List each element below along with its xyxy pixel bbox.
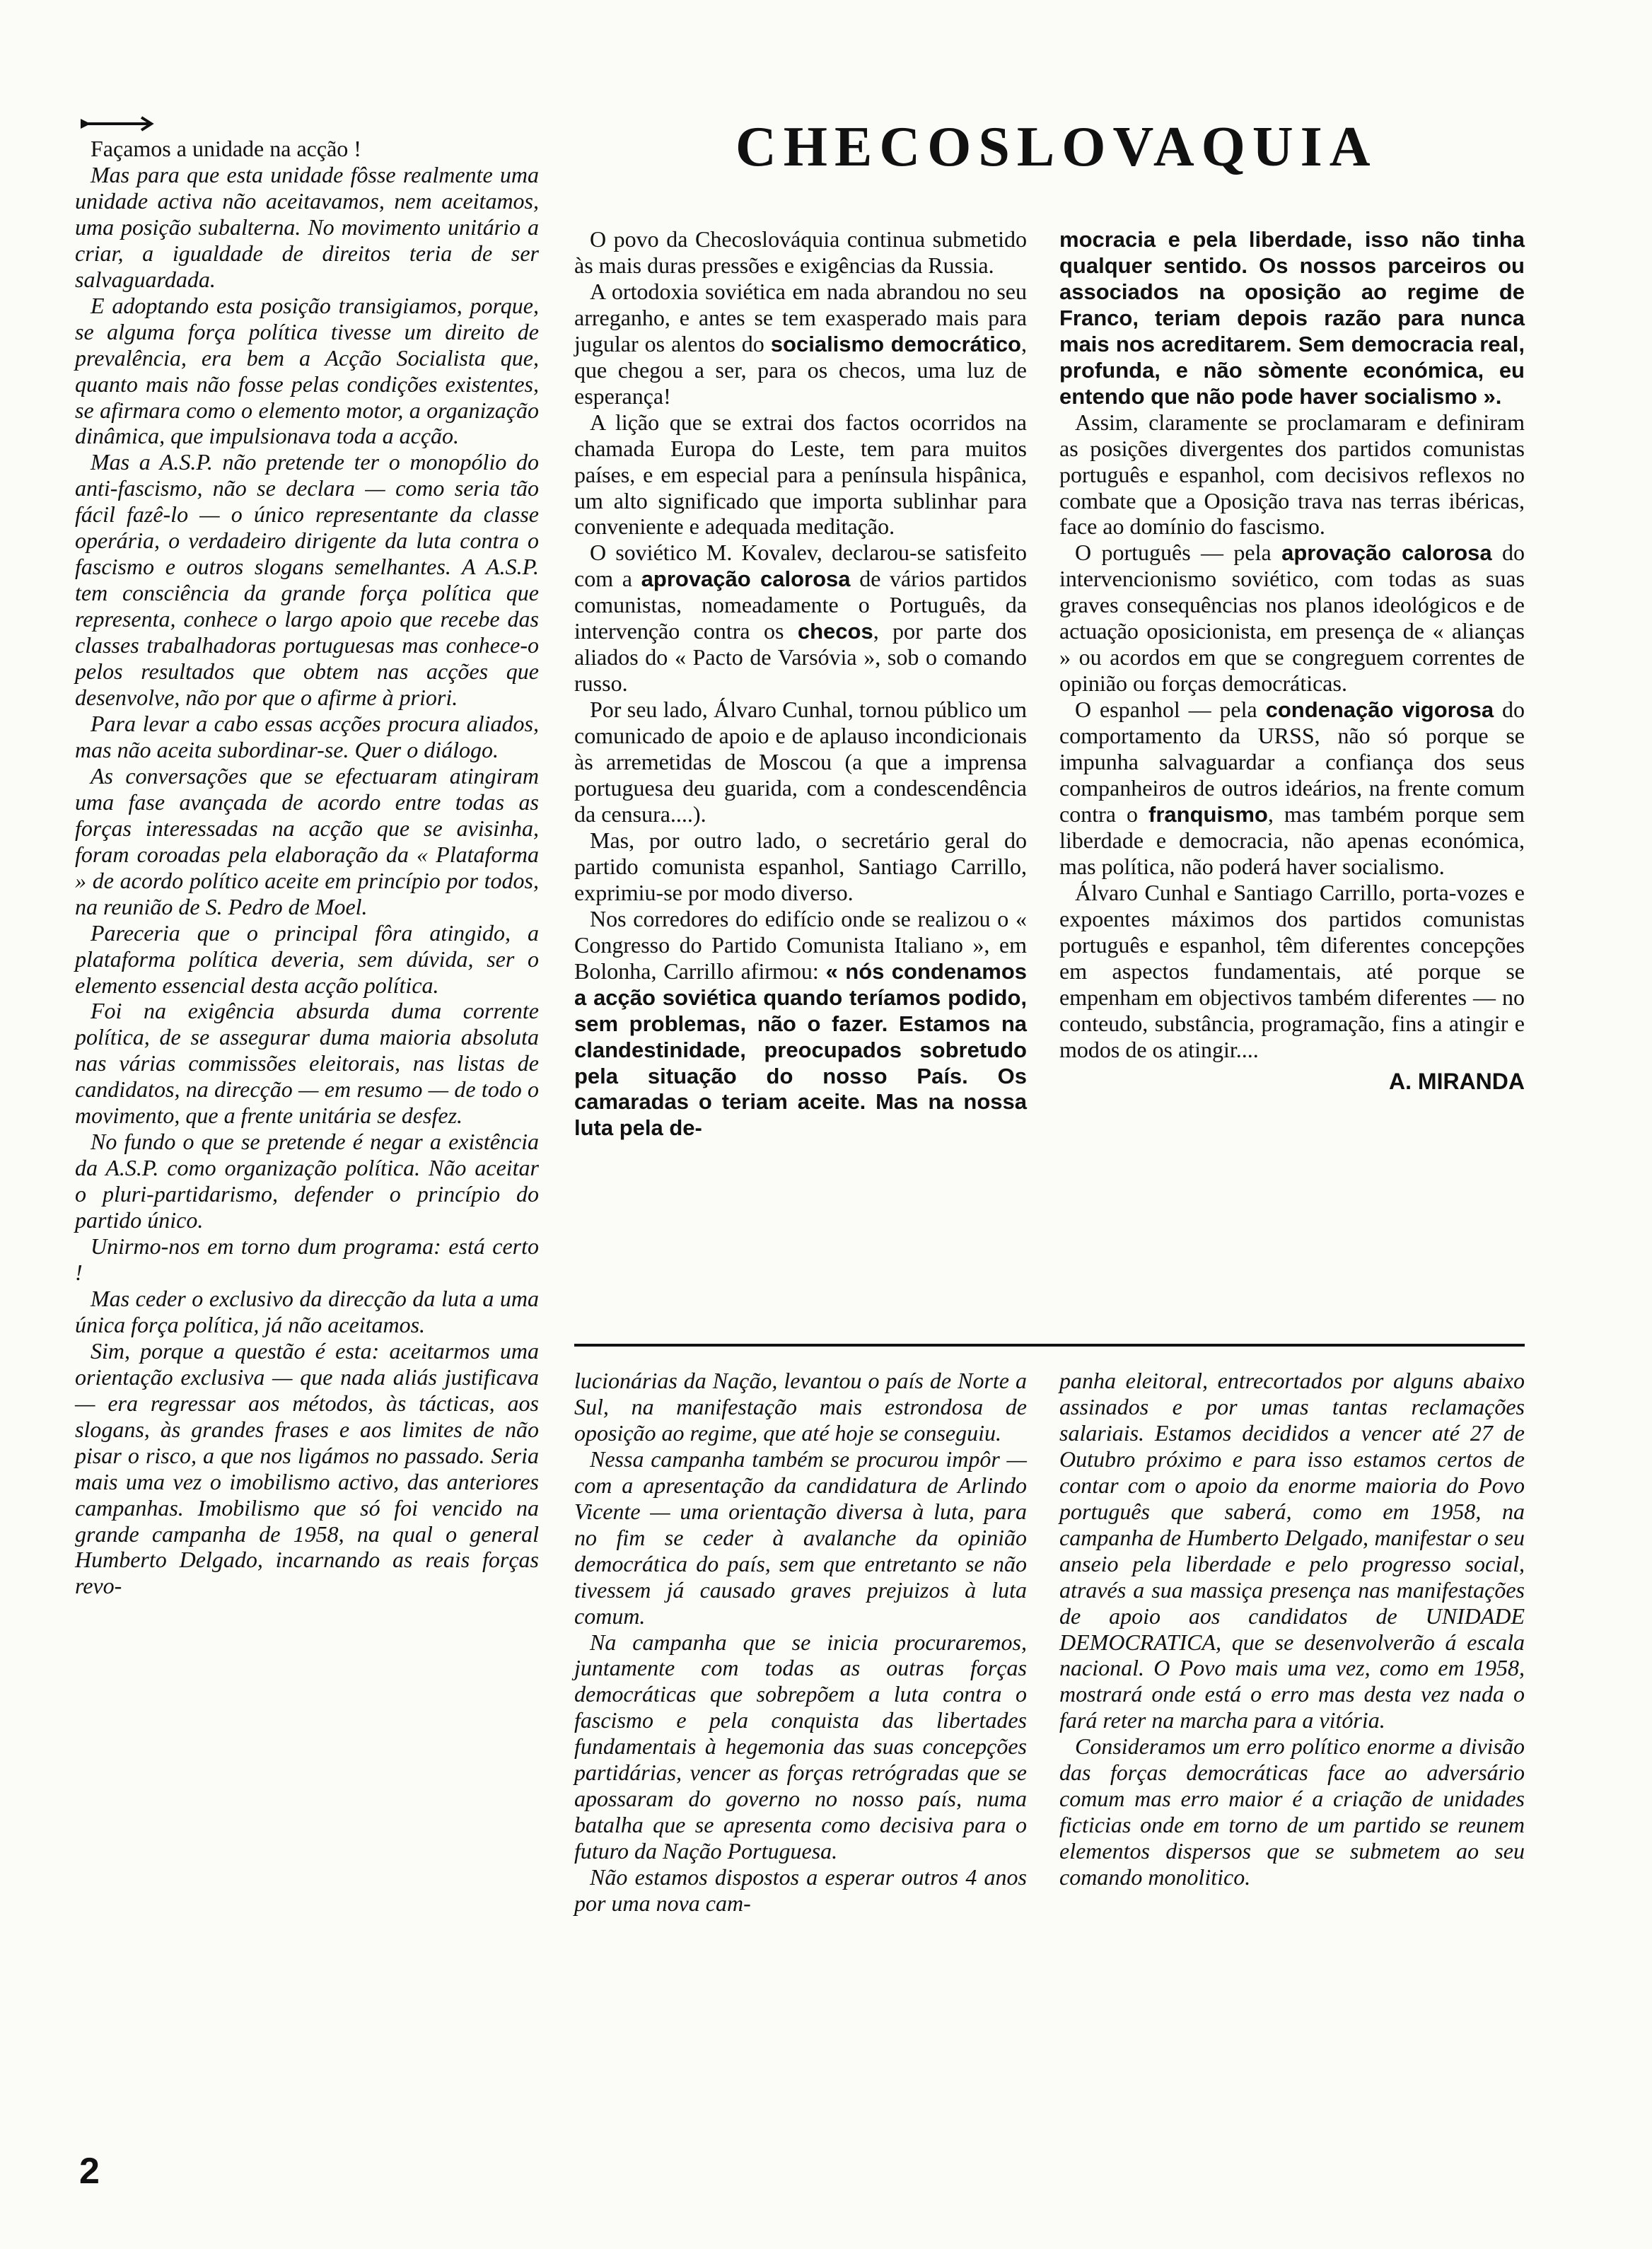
paragraph: O povo da Checoslováquia continua submetido às mais duras pressões e exigências da Russia.: [574, 226, 1027, 278]
paragraph: Mas para que esta unidade fôsse realmente uma unidade activa não aceitavamos, nem aceitamos, uma posição subalterna. No movimento unitário a criar, a igualdade de direitos teria de ser salvaguardada.: [75, 161, 539, 292]
paragraph: Sim, porque a questão é esta: aceitarmos uma orientação exclusiva — que nada aliás justificava — era regressar aos métodos, às tácticas, aos slogans, às grandes frases e aos limites de não pisar o risco, a que nos ligámos no passado. Seria mais uma vez o imobilismo activo, das anteriores campanhas. Imobilismo que só foi vencido na grande campanha de 1958, na qual o general Humberto Delgado, incarnando as reais forças revo-: [75, 1337, 539, 1599]
paragraph: Nos corredores do edifício onde se realizou o « Congresso do Partido Comunista Italiano », em Bolonha, Carrillo afirmou: « nós condenamos a acção soviética quando teríamos podido, sem problemas, não o fazer. Estamos na clandestinidade, preocupados sobretudo pela situação do nosso País. Os camaradas o teriam aceite. Mas na nossa luta pela de-: [574, 905, 1027, 1141]
paragraph: Para levar a cabo essas acções procura aliados, mas não aceita subordinar-se. Quer o diálogo.: [75, 710, 539, 762]
paragraph: A ortodoxia soviética em nada abrandou no seu arreganho, e antes se tem exasperado mais para jugular os alentos do socialismo democrático, que chegou a ser, para os checos, uma luz de esperança!: [574, 278, 1027, 409]
page-number: 2: [79, 2151, 100, 2192]
paragraph: Consideramos um erro político enorme a divisão das forças democráticas face ao adversário comum mas erro maior é a criação de unidades ficticias onde em torno de um partido se reunem elementos dispersos que se submetem ao seu comando monolitico.: [1059, 1733, 1525, 1890]
article-headline: CHECOSLOVAQUIA: [735, 116, 1378, 178]
paragraph: No fundo o que se pretende é negar a existência da A.S.P. como organização política. Não aceitar o pluri-partidarismo, defender o princípio do partido único.: [75, 1129, 539, 1233]
continued-column-middle: [574, 1368, 1027, 1917]
paragraph: Nessa campanha também se procurou impôr — com a apresentação da candidatura de Arlindo Vicente — uma orientação diversa à luta, para no fim se ceder à avalanche da opinião democrática do país, sem que entretanto se não tivessem já causado graves prejuizos à luta comum.: [574, 1446, 1027, 1629]
paragraph: Assim, claramente se proclamaram e definiram as posições divergentes dos partidos comunistas português e espanhol, com decisivos reflexos no combate que a Oposição trava nas terras ibéricas, face ao domínio do fascismo.: [1059, 409, 1525, 540]
paragraph: Na campanha que se inicia procuraremos, juntamente com todas as outras forças democráticas que sobrepõem a luta contra o fascismo e pela conquista das libertades fundamentais à hegemonia das suas concepções partidárias, vencer as forças retrógradas que se apossaram do governo no nosso país, numa batalha que se apresenta como decisiva para o futuro da Nação Portuguesa.: [574, 1629, 1027, 1864]
author-signature: A. MIRANDA: [1389, 1068, 1525, 1094]
paragraph: Pareceria que o principal fôra atingido, a plataforma política deveria, sem dúvida, ser o elemento essencial desta acção política.: [75, 919, 539, 998]
paragraph: Por seu lado, Álvaro Cunhal, tornou público um comunicado de apoio e de aplauso incondicionais às arremetidas de Moscou (a que a imprensa portuguesa deu guarida, com a condescendência da censura....).: [574, 697, 1027, 827]
continuation-arrow-icon: [81, 113, 158, 134]
paragraph: Mas, por outro lado, o secretário geral do partido comunista espanhol, Santiago Carrillo, exprimiu-se por modo diverso.: [574, 827, 1027, 905]
paragraph: mocracia e pela liberdade, isso não tinha qualquer sentido. Os nossos parceiros ou associados na oposição ao regime de Franco, teriam depois razão para nunca mais nos acreditarem. Sem democracia real, profunda, e não sòmente económica, eu entendo que não pode haver socialismo ».: [1059, 227, 1525, 409]
paragraph: panha eleitoral, entrecortados por alguns abaixo assinados e por umas tantas reclamações salariais. Estamos decididos a vencer até 27 de Outubro próximo e para isso estamos certos de contar com o apoio da enorme maioria do Povo português que saberá, como em 1958, na campanha de Humberto Delgado, manifestar o seu anseio pela liberdade e pelo progresso social, através a sua massiça presença nas manifestações de apoio aos candidatos de UNIDADE DEMOCRATICA, que se desenvolverão á escala nacional. O Povo mais uma vez, como em 1958, mostrará onde está o erro mas desta vez nada o fará reter na marcha para a vitória.: [1059, 1368, 1525, 1733]
checoslovaquia-column-1: [574, 226, 1027, 1141]
continued-column-right: [1059, 1368, 1525, 1890]
checoslovaquia-column-2: [1059, 226, 1525, 1094]
paragraph: Unirmo-nos em torno dum programa: está certo !: [75, 1233, 539, 1285]
paragraph: Não estamos dispostos a esperar outros 4 anos por uma nova cam-: [574, 1864, 1027, 1917]
section-divider: [574, 1344, 1525, 1347]
paragraph: lucionárias da Nação, levantou o país de Norte a Sul, na manifestação mais estrondosa de oposição ao regime, que até hoje se conseguiu.: [574, 1368, 1027, 1446]
paragraph: As conversações que se efectuaram atingiram uma fase avançada de acordo entre todas as forças interessadas na acção que se avisinha, foram coroadas pela elaboração da « Plataforma » de acordo político aceite em princípio por todos, na reunião de S. Pedro de Moel.: [75, 762, 539, 919]
paragraph: Mas a A.S.P. não pretende ter o monopólio do anti-fascismo, não se declara — como seria tão fácil fazê-lo — o único representante da classe operária, o verdadeiro dirigente da luta contra o fascismo e outros slogans semelhantes. A A.S.P. tem consciência da grande força política que representa, conhece o largo apoio que recebe das classes trabalhadoras portuguesas mas conhece-o pelos resultados que obtem nas acções que desenvolve, não por que o afirme à priori.: [75, 449, 539, 711]
paragraph: Mas ceder o exclusivo da direcção da luta a uma única força política, já não aceitamos.: [75, 1285, 539, 1337]
paragraph: Foi na exigência absurda duma corrente política, de se assegurar duma maioria absoluta nas várias commissões eleitorais, nas listas de candidatos, na direcção — em resumo — de todo o movimento, que a frente unitária se desfez.: [75, 998, 539, 1129]
paragraph: Álvaro Cunhal e Santiago Carrillo, porta-vozes e expoentes máximos dos partidos comunistas português e espanhol, têm diferentes concepções em aspectos fundamentais, até porque se empenham em objectivos também diferentes — no conteudo, substância, programação, fins a atingir e modos de os atingir....: [1059, 879, 1525, 1062]
paragraph: O soviético M. Kovalev, declarou-se satisfeito com a aprovação calorosa de vários partidos comunistas, nomeadamente o Português, da intervenção contra os checos, por parte dos aliados do « Pacto de Varsóvia », sob o comando russo.: [574, 540, 1028, 697]
paragraph: A lição que se extrai dos factos ocorridos na chamada Europa do Leste, tem para muitos países, e em especial para a península hispânica, um alto significado que importa sublinhar para conveniente e adequada meditação.: [574, 409, 1027, 540]
paragraph: Façamos a unidade na acção !: [91, 136, 361, 161]
paragraph: O espanhol — pela condenação vigorosa do comportamento da URSS, não só porque se impunha salvaguardar a confiança dos seus companheiros de outros ideários, na frente comum contra o franquismo, mas também porque sem liberdade e democracia, não apenas económica, mas política, não poderá haver socialismo.: [1059, 697, 1525, 879]
left-column-article: [75, 136, 539, 1599]
paragraph: O português — pela aprovação calorosa do intervencionismo soviético, com todas as suas graves consequências nos planos ideológicos e de actuação oposicionista, em presença de « alianças » ou acordos em que se congreguem correntes de opinião ou forças democráticas.: [1059, 540, 1525, 697]
paragraph: E adoptando esta posição transigiamos, porque, se alguma força política tivesse um direito de prevalência, era bem a Acção Socialista que, quanto mais não fosse pelas condições existentes, se afirmara como o elemento motor, a organização dinâmica, que impulsionava toda a acção.: [75, 292, 539, 449]
